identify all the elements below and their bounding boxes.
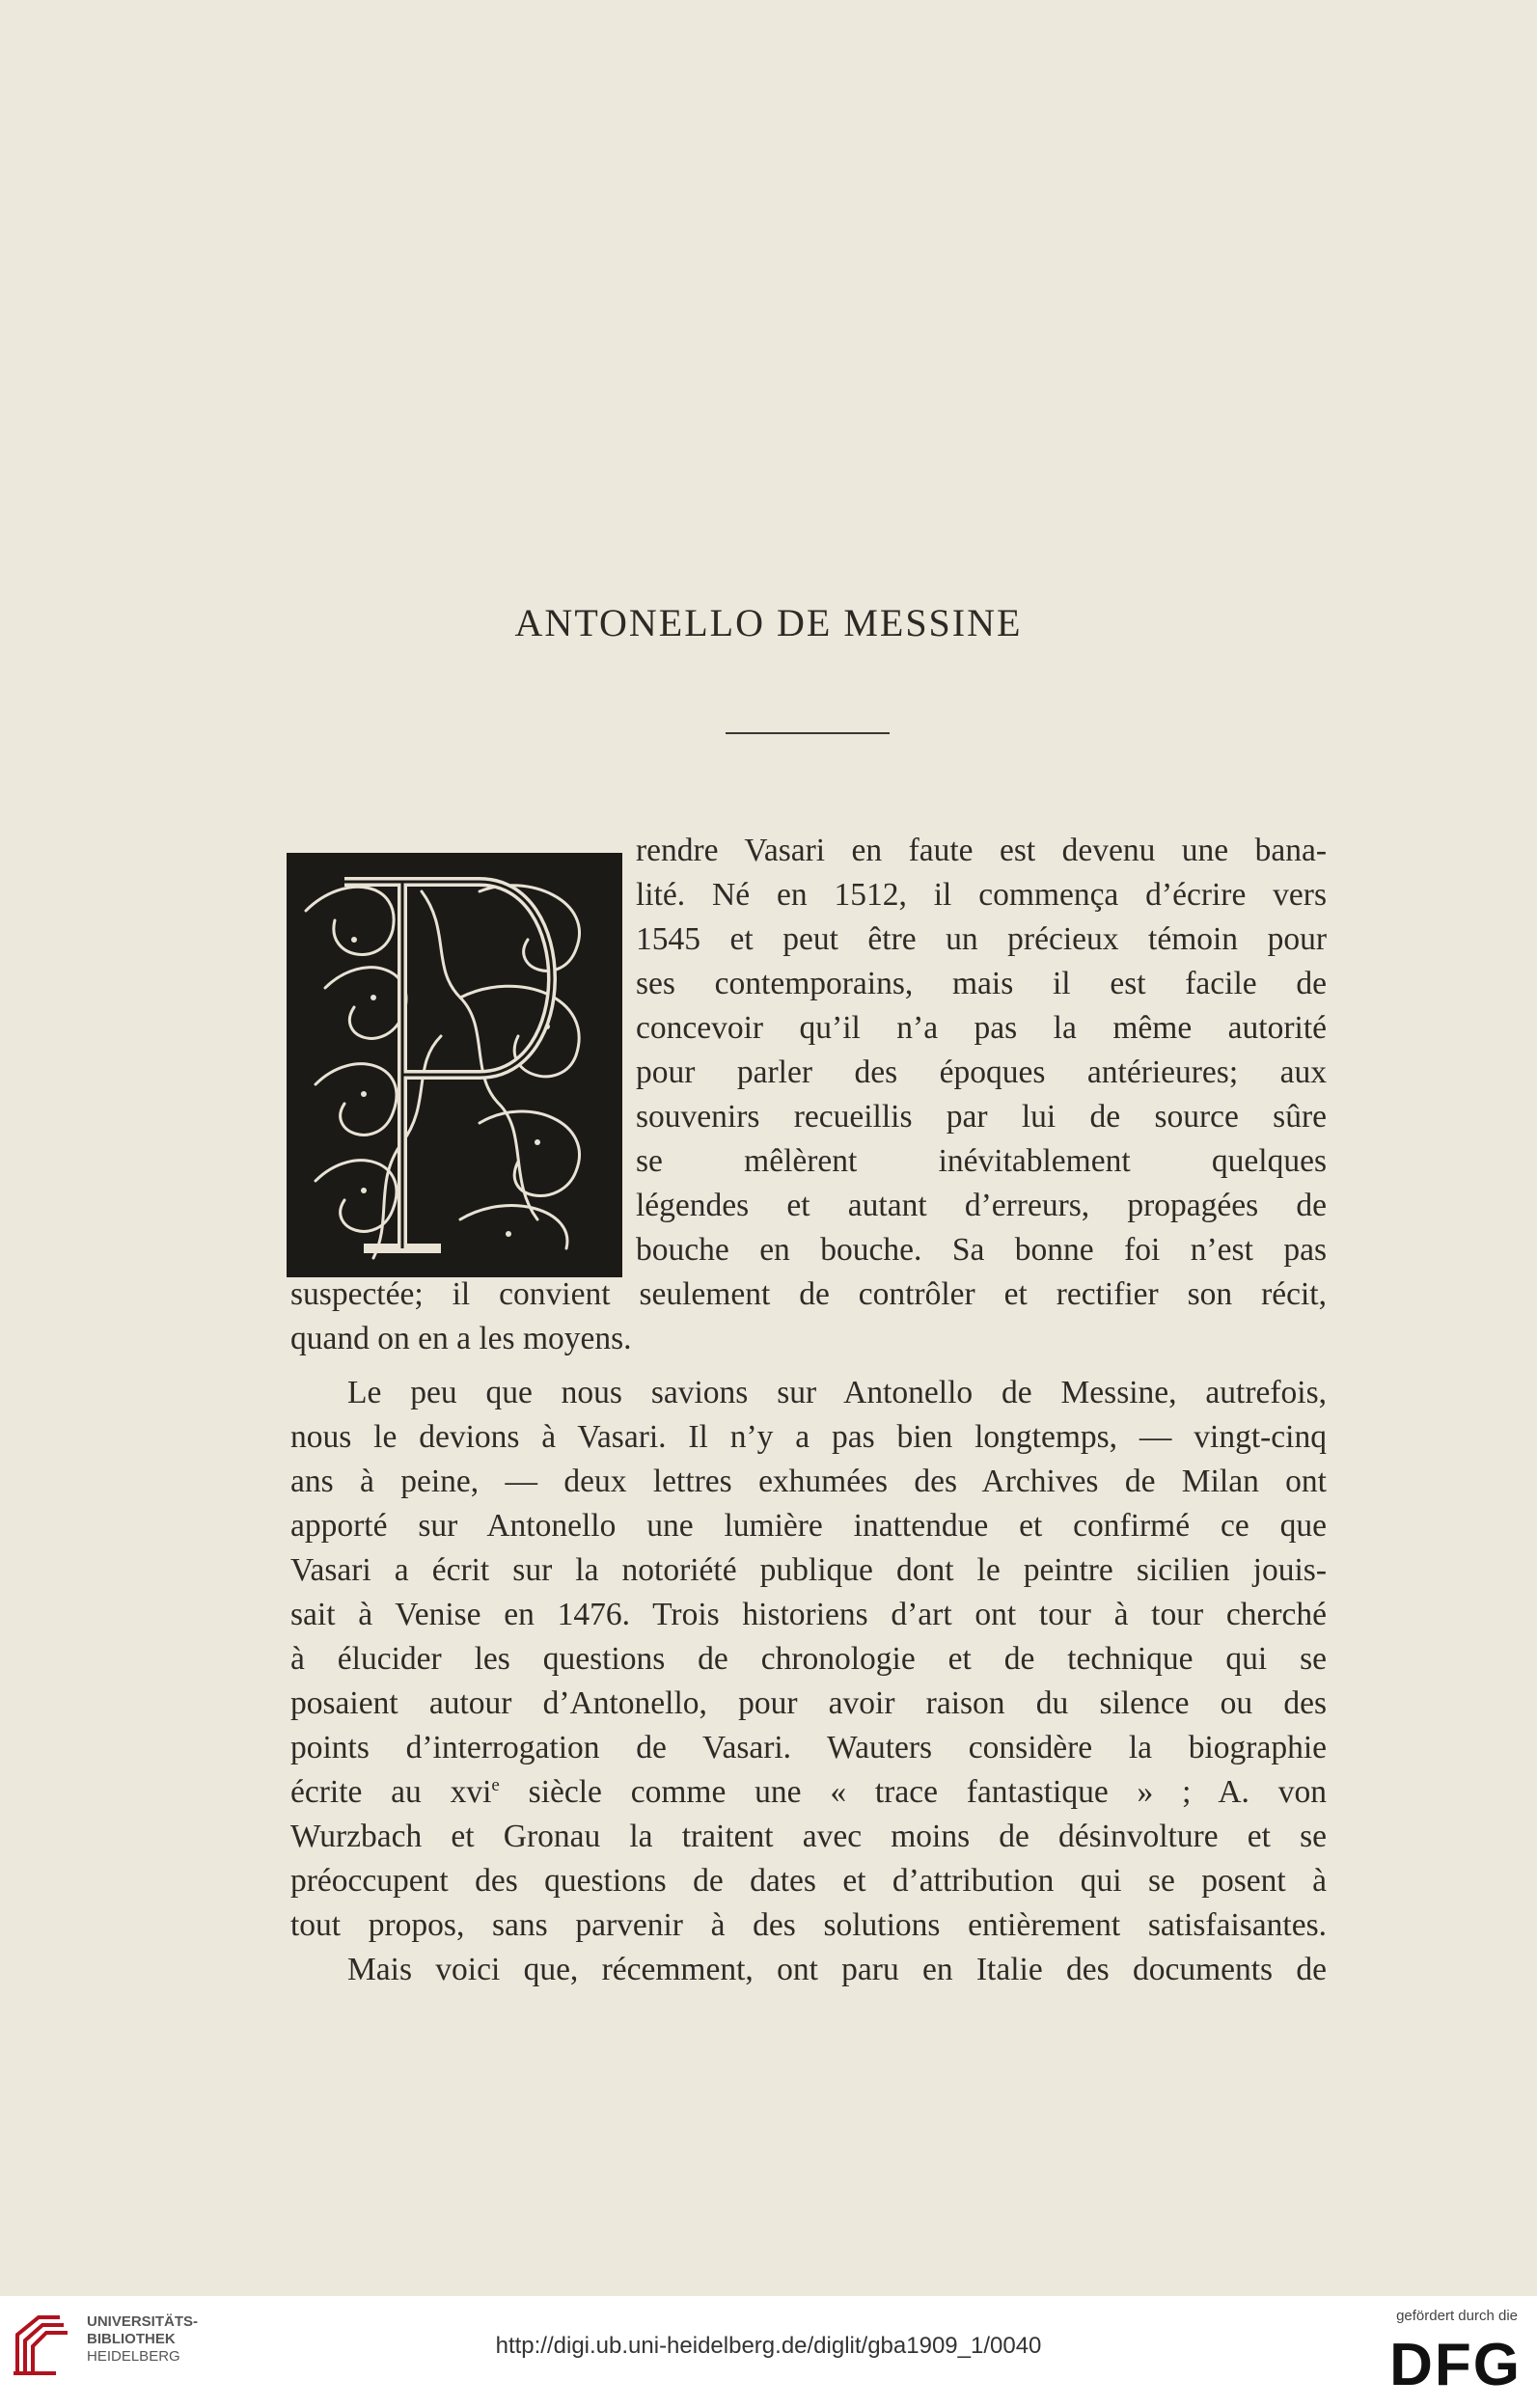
- text-line: préoccupent des questions de dates et d’attribution qui se posent à: [290, 1863, 1327, 1899]
- text-segment: écrite au xvi: [290, 1774, 492, 1810]
- text-line: nous le devions à Vasari. Il n’y a pas bien longtemps, — vingt-cinq: [290, 1419, 1327, 1455]
- text-line: Wurzbach et Gronau la traitent avec moins de désinvolture et se: [290, 1819, 1327, 1854]
- text-line: souvenirs recueillis par lui de source sûre: [636, 1099, 1327, 1135]
- drop-cap-ornament: [287, 853, 622, 1277]
- text-line: 1545 et peut être un précieux témoin pour: [636, 921, 1327, 957]
- text-line: Le peu que nous savions sur Antonello de Messine, autrefois,: [347, 1375, 1327, 1410]
- text-line: rendre Vasari en faute est devenu une bana-: [636, 833, 1327, 868]
- text-line: lité. Né en 1512, il commença d’écrire vers: [636, 877, 1327, 913]
- text-line: tout propos, sans parvenir à des solutions entièrement satisfaisantes.: [290, 1907, 1327, 1943]
- text-line: à élucider les questions de chronologie et de technique qui se: [290, 1641, 1327, 1677]
- text-line: suspectée; il convient seulement de contrôler et rectifier son récit,: [290, 1276, 1327, 1312]
- text-line: bouche en bouche. Sa bonne foi n’est pas: [636, 1232, 1327, 1268]
- text-line: sait à Venise en 1476. Trois historiens d’art ont tour à tour cherché: [290, 1597, 1327, 1632]
- text-line: apporté sur Antonello une lumière inattendue et confirmé ce que: [290, 1508, 1327, 1544]
- funding-note: gefördert durch die: [1396, 2308, 1518, 2324]
- text-line: ans à peine, — deux lettres exhumées des Archives de Milan ont: [290, 1464, 1327, 1499]
- text-line: [290, 1773, 1327, 1812]
- dfg-logo[interactable]: DFG: [1389, 2332, 1522, 2398]
- text-line: pour parler des époques antérieures; aux: [636, 1054, 1327, 1090]
- text-line: se mêlèrent inévitablement quelques: [636, 1143, 1327, 1179]
- text-line: posaient autour d’Antonello, pour avoir raison du silence ou des: [290, 1685, 1327, 1721]
- text-line: Vasari a écrit sur la notoriété publique dont le peintre sicilien jouis-: [290, 1552, 1327, 1588]
- superscript: e: [491, 1774, 500, 1795]
- title-rule: [726, 732, 890, 734]
- text-line: concevoir qu’il n’a pas la même autorité: [636, 1010, 1327, 1046]
- text-line: Mais voici que, récemment, ont paru en Italie des documents de: [347, 1952, 1327, 1987]
- text-line: ses contemporains, mais il est facile de: [636, 966, 1327, 1001]
- library-name-line: BIBLIOTHEK: [87, 2331, 176, 2347]
- text-segment: siècle comme une « trace fantastique » ; A. von: [499, 1774, 1327, 1810]
- library-name-line: HEIDELBERG: [87, 2348, 180, 2365]
- ornament-letter-p-icon: [287, 853, 622, 1277]
- library-name-line: UNIVERSITÄTS-: [87, 2313, 199, 2330]
- text-line: légendes et autant d’erreurs, propagées de: [636, 1188, 1327, 1223]
- permalink-url[interactable]: http://digi.ub.uni-heidelberg.de/diglit/gba1909_1/0040: [495, 2333, 1042, 2359]
- text-line: points d’interrogation de Vasari. Wauters considère la biographie: [290, 1730, 1327, 1765]
- text-line: quand on en a les moyens.: [290, 1321, 632, 1356]
- page-title: ANTONELLO DE MESSINE: [514, 601, 1023, 644]
